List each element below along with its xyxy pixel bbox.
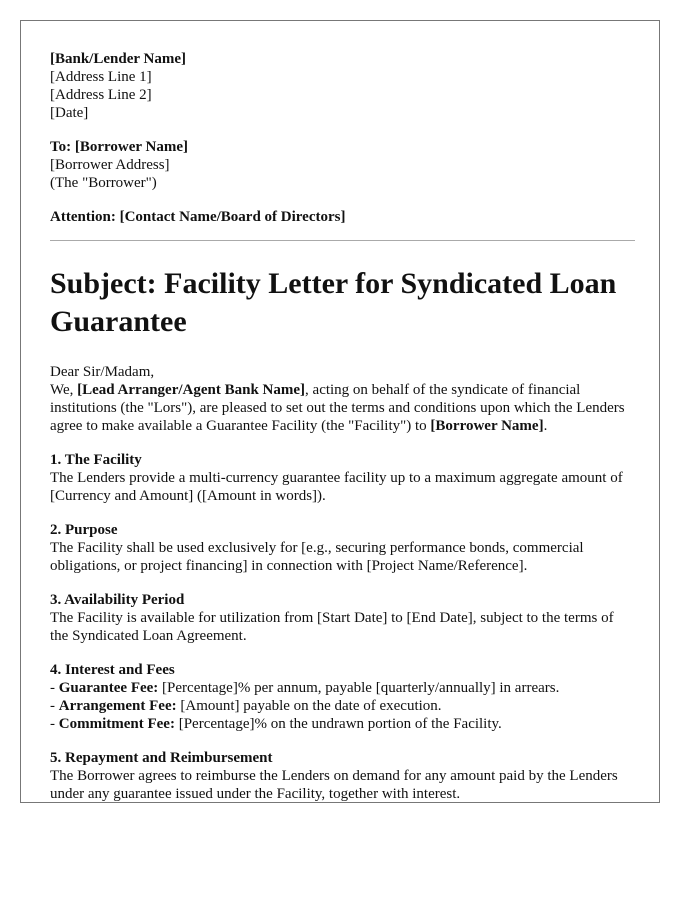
intro-text-3: . [543,418,548,434]
borrower-name-inline: [Borrower Name] [430,418,544,434]
section-body: The Borrower agrees to reimburse the Lenders on demand for any amount paid by the Lenders under any guarantee issued under the Facility, together with interest. [50,768,618,802]
fee-label: Arrangement Fee: [58,698,177,714]
section-repayment [50,749,635,803]
sender-address-line-1: [Address Line 1] [50,69,152,85]
fee-text: [Percentage]% per annum, payable [quarterly/annually] in arrears. [158,680,560,696]
intro-text-1: We, [50,382,78,398]
subject-heading: Subject: Facility Letter for Syndicated Loan Guarantee [50,267,617,338]
intro-text-2: , acting on behalf of the syndicate of financial institutions (the "Lors"), are pleased to set out the terms and conditions upon which the Lenders agree to make available a Guarantee Facility (the "Facility") to [50,382,625,434]
letter-date: [Date] [50,105,89,121]
section-availability [50,591,635,645]
section-title: 5. Repayment and Reimbursement [50,750,273,766]
fee-item-guarantee: - Guarantee Fee: [Percentage]% per annum, payable [quarterly/annually] in arrears. [50,680,560,696]
section-fees [50,661,635,733]
lead-arranger-name: [Lead Arranger/Agent Bank Name] [77,382,306,398]
section-body: The Lenders provide a multi-currency guarantee facility up to a maximum aggregate amount of [Currency and Amount] ([Amount in words]). [50,470,623,504]
section-purpose [50,521,635,575]
section-title: 1. The Facility [50,452,142,468]
salutation: Dear Sir/Madam, [50,364,155,380]
letter-body [50,50,635,803]
recipient-alias: (The "Borrower") [50,175,157,191]
recipient-to: To: [Borrower Name] [50,139,189,155]
letter-page [20,20,660,803]
fee-item-arrangement: - Arrangement Fee: [Amount] payable on the date of execution. [50,698,442,714]
intro-paragraph [50,381,635,435]
sender-address-line-2: [Address Line 2] [50,87,152,103]
attention-line: Attention: [Contact Name/Board of Directors] [50,209,346,225]
fee-text: [Percentage]% on the undrawn portion of the Facility. [174,716,502,732]
sender-name: [Bank/Lender Name] [50,51,186,67]
recipient-block [50,138,635,192]
section-title: 2. Purpose [50,522,118,538]
section-title: 3. Availability Period [50,592,185,608]
header-divider [50,240,635,241]
section-facility [50,451,635,505]
fee-text: [Amount] payable on the date of execution. [176,698,442,714]
recipient-address: [Borrower Address] [50,157,170,173]
section-body: The Facility is available for utilization from [Start Date] to [End Date], subject to the terms of the Syndicated Loan Agreement. [50,610,614,644]
sender-block [50,50,635,122]
section-title: 4. Interest and Fees [50,662,175,678]
section-body: The Facility shall be used exclusively for [e.g., securing performance bonds, commercial obligations, or project financing] in connection with [Project Name/Reference]. [50,540,584,574]
fee-item-commitment: - Commitment Fee: [Percentage]% on the undrawn portion of the Facility. [50,716,502,732]
fee-label: Commitment Fee: [58,716,175,732]
fee-label: Guarantee Fee: [58,680,159,696]
